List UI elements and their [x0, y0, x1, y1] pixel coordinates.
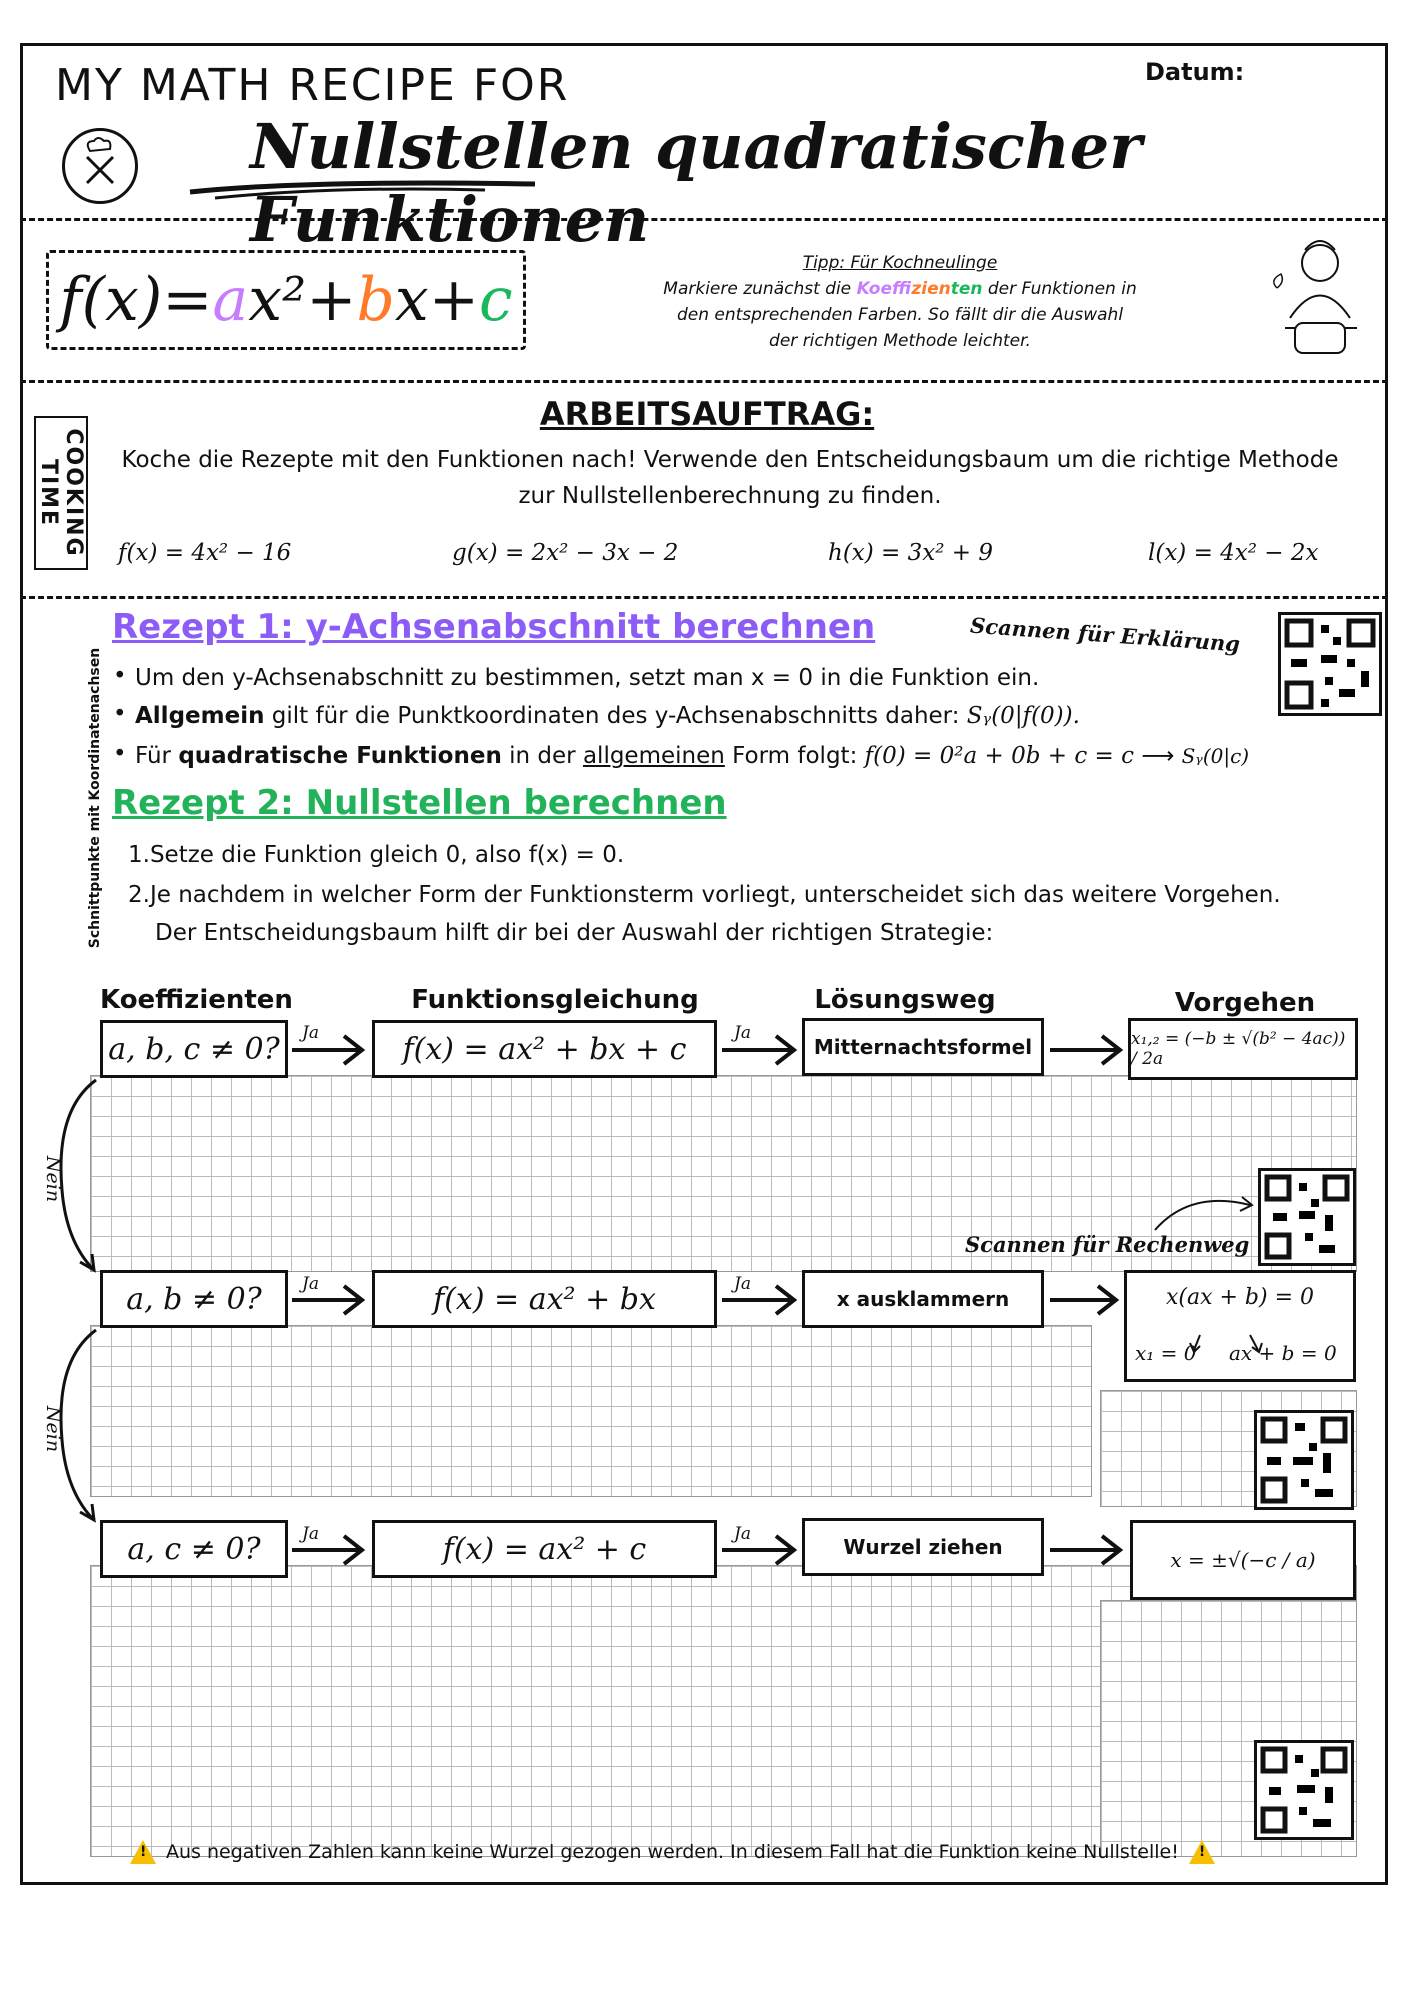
yes-label: Ja [734, 1524, 751, 1544]
warning-text: Aus negativen Zahlen kann keine Wurzel gezogen werden. In diesem Fall hat die Funktion keine Nullstelle! [166, 1841, 1179, 1863]
function-f: f(x) = 4x² − 16 [118, 540, 292, 566]
step-number: 2. [128, 882, 150, 908]
procedure-square-root: x = ±√(−c / a) [1130, 1520, 1356, 1600]
method-factor-out: x ausklammern [802, 1270, 1044, 1328]
step-number: 1. [128, 842, 150, 868]
function-l: l(x) = 4x² − 2x [1148, 540, 1319, 566]
bold-text: quadratische Funktionen [178, 743, 502, 769]
solution-x2-eq: ax + b = 0 [1229, 1341, 1337, 1365]
method-midnight-formula: Mitternachtsformel [802, 1018, 1044, 1076]
math-text: Sᵧ(0|f(0)). [966, 703, 1080, 729]
condition-ac: a, c ≠ 0? [100, 1520, 288, 1578]
formula-x2: x²+ [248, 265, 357, 335]
no-label: Nein [42, 1405, 65, 1453]
topic-title: Nullstellen quadratischer Funktionen [250, 110, 1142, 256]
recipe1-title: Rezept 1: y-Achsenabschnitt berechnen [112, 607, 876, 647]
math-text: f(0) = 0²a + 0b + c = c [864, 743, 1134, 769]
warning-note [130, 1840, 1270, 1864]
function-h: h(x) = 3x² + 9 [828, 540, 993, 566]
task-text: Koche die Rezepte mit den Funktionen nach! Verwende den Entscheidungsbaum um die richtige Methode zur Nullstellenberechnung zu finden. [121, 447, 1339, 509]
method-square-root: Wurzel ziehen [802, 1518, 1044, 1576]
arrow-icon: ⟶ [1133, 743, 1182, 769]
step-text: Setze die Funktion gleich 0, also f(x) = 0. [149, 842, 625, 868]
scan-label-1: Scannen für Erklärung [969, 612, 1241, 657]
tip-line3: der richtigen Methode leichter. [769, 331, 1031, 351]
formula-x: x+ [394, 265, 480, 335]
cooking-time-text: COOKING TIME [34, 416, 88, 570]
solution-x1: x₁ = 0 [1135, 1341, 1197, 1365]
equation-ac: f(x) = ax² + c [372, 1520, 717, 1578]
tip-title: Tipp: Für Kochneulinge [802, 253, 998, 273]
step-text: Je nachdem in welcher Form der Funktionsterm vorliegt, unterscheidet sich das weitere Vorgehen. [149, 882, 1281, 908]
formula-c: c [479, 265, 513, 335]
bold-text: Allgemein [135, 703, 265, 729]
formula-f: f(x)= [59, 265, 213, 335]
underlined-text: allgemeinen [582, 743, 725, 769]
yes-label: Ja [734, 1274, 751, 1294]
yes-label: Ja [302, 1524, 319, 1544]
date-label: Datum: [1145, 58, 1245, 86]
yes-label: Ja [734, 1023, 751, 1043]
function-g: g(x) = 2x² − 3x − 2 [452, 540, 679, 566]
side-label-axes: Schnittpunkte mit Koordinatenachsen [87, 647, 103, 949]
tip-line2: den entsprechenden Farben. So fällt dir die Auswahl [676, 305, 1124, 325]
header-procedure: Vorgehen [1174, 988, 1316, 1018]
title-line: MY MATH RECIPE FOR [55, 60, 570, 111]
koeff-c: ten [950, 279, 983, 299]
formula-a: a [212, 265, 249, 335]
formula-b: b [356, 265, 395, 335]
yes-label: Ja [302, 1274, 319, 1294]
factored-equation: x(ax + b) = 0 [1165, 1285, 1315, 1310]
no-label: Nein [42, 1155, 65, 1203]
warning-icon: ! [130, 1840, 156, 1864]
equation-abc: f(x) = ax² + bx + c [372, 1020, 717, 1078]
header-equation: Funktionsgleichung [411, 985, 699, 1015]
scan-label-2: Scannen für Rechenweg [965, 1232, 1250, 1257]
tip-text: Markiere zunächst die [663, 279, 857, 299]
header-solution: Lösungsweg [814, 985, 996, 1015]
tip-text: der Funktionen in [982, 279, 1137, 299]
recipe2-title: Rezept 2: Nullstellen berechnen [112, 783, 727, 823]
warning-icon: ! [1189, 1840, 1215, 1864]
math-result: Sᵧ(0|c) [1181, 744, 1250, 768]
equation-ab: f(x) = ax² + bx [372, 1270, 717, 1328]
condition-abc: a, b, c ≠ 0? [100, 1020, 288, 1078]
koeff-a: Koeffi [856, 279, 912, 299]
recipe1-bullet-1: • Um den y-Achsenabschnitt zu bestimmen, setzt man x = 0 in die Funktion ein. [135, 665, 1039, 691]
text: Für [135, 743, 179, 769]
recipe2-step-2b: Der Entscheidungsbaum hilft dir bei der Auswahl der richtigen Strategie: [155, 920, 994, 946]
text: in der [501, 743, 583, 769]
task-heading-text: ARBEITSAUFTRAG: [539, 395, 875, 433]
text: gilt für die Punktkoordinaten des y-Achsenabschnitts daher: [264, 703, 967, 729]
text: Form folgt: [724, 743, 865, 769]
koeff-b: zien [911, 279, 951, 299]
yes-label: Ja [302, 1023, 319, 1043]
condition-ab: a, b ≠ 0? [100, 1270, 288, 1328]
header-coefficients: Koeffizienten [100, 985, 293, 1015]
procedure-midnight-formula: x₁,₂ = (−b ± √(b² − 4ac)) / 2a [1128, 1018, 1358, 1080]
